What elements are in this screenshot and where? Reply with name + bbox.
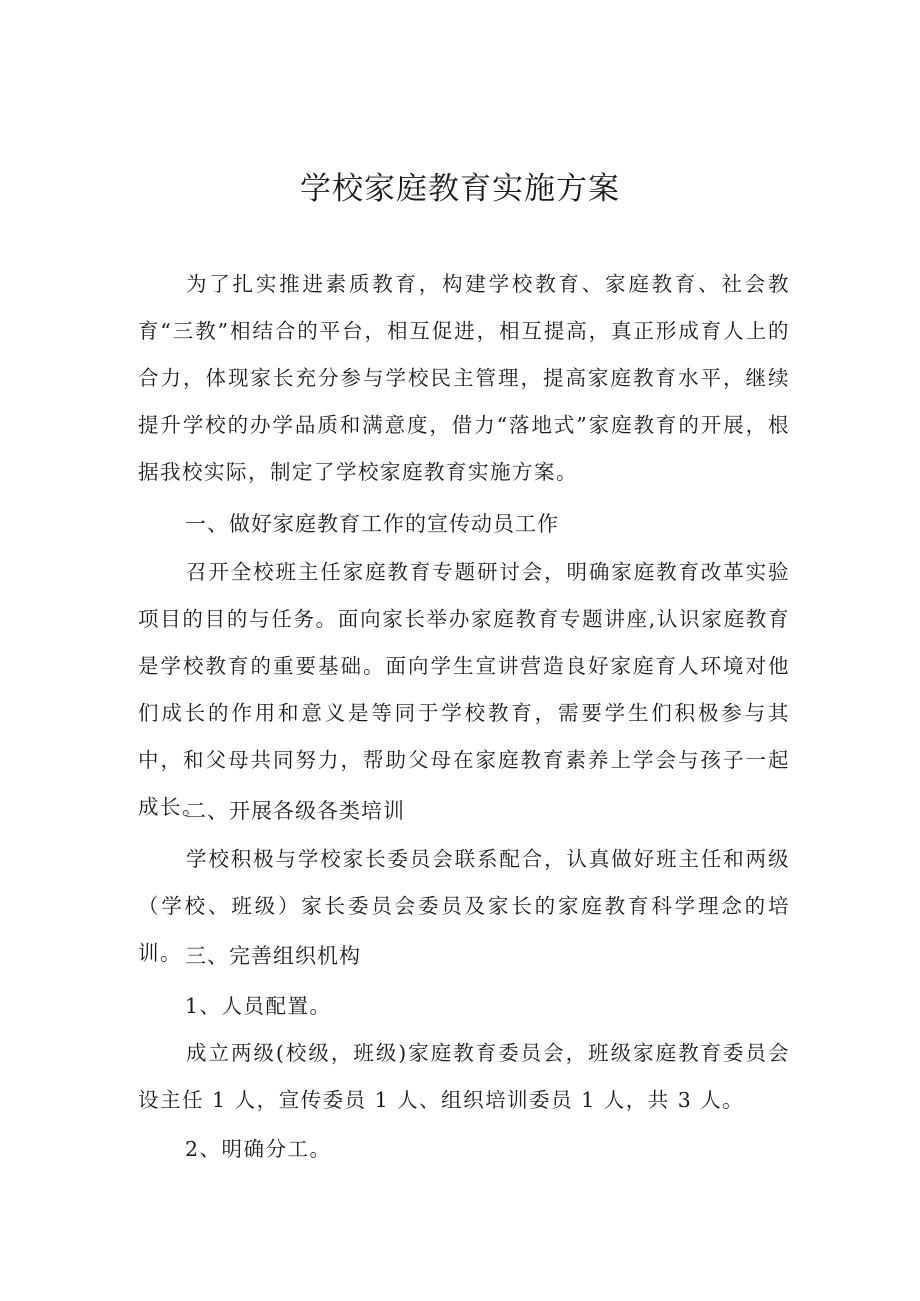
document-title: 学校家庭教育实施方案 [300, 171, 620, 207]
section-1-heading: 一、做好家庭教育工作的宣传动员工作 [185, 512, 559, 536]
section-3-heading: 三、完善组织机构 [185, 944, 361, 968]
section-1-paragraph: 召开全校班主任家庭教育专题研讨会，明确家庭教育改革实验项目的目的与任务。面向家长举办家庭教育专题讲座,认识家庭教育是学校教育的重要基础。面向学生宣讲营造良好家庭育人环境对他们成长的作用和意义是等同于学校教育，需要学生们积极参与其中，和父母共同努力，帮助父母在家庭教育素养上学会与孩子一起成长。 [138, 560, 790, 819]
section-2-paragraph: 学校积极与学校家长委员会联系配合，认真做好班主任和两级（学校、班级）家长委员会委员及家长的家庭教育科学理念的培训。 [138, 847, 790, 965]
section-3-item-2: 2、明确分工。 [185, 1137, 332, 1161]
section-2-heading: 二、开展各级各类培训 [185, 799, 405, 823]
section-3-item-1-text: 成立两级(校级，班级)家庭教育委员会，班级家庭教育委员会设主任 1 人，宣传委员 1 人、组织培训委员 1 人，共 3 人。 [138, 1041, 790, 1112]
section-3-item-1: 1、人员配置。 [185, 994, 332, 1018]
intro-paragraph: 为了扎实推进素质教育，构建学校教育、家庭教育、社会教育“三教”相结合的平台，相互促进，相互提高，真正形成育人上的合力，体现家长充分参与学校民主管理，提高家庭教育水平，继续提升学校的办学品质和满意度，借力“落地式”家庭教育的开展，根据我校实际，制定了学校家庭教育实施方案。 [138, 272, 790, 484]
